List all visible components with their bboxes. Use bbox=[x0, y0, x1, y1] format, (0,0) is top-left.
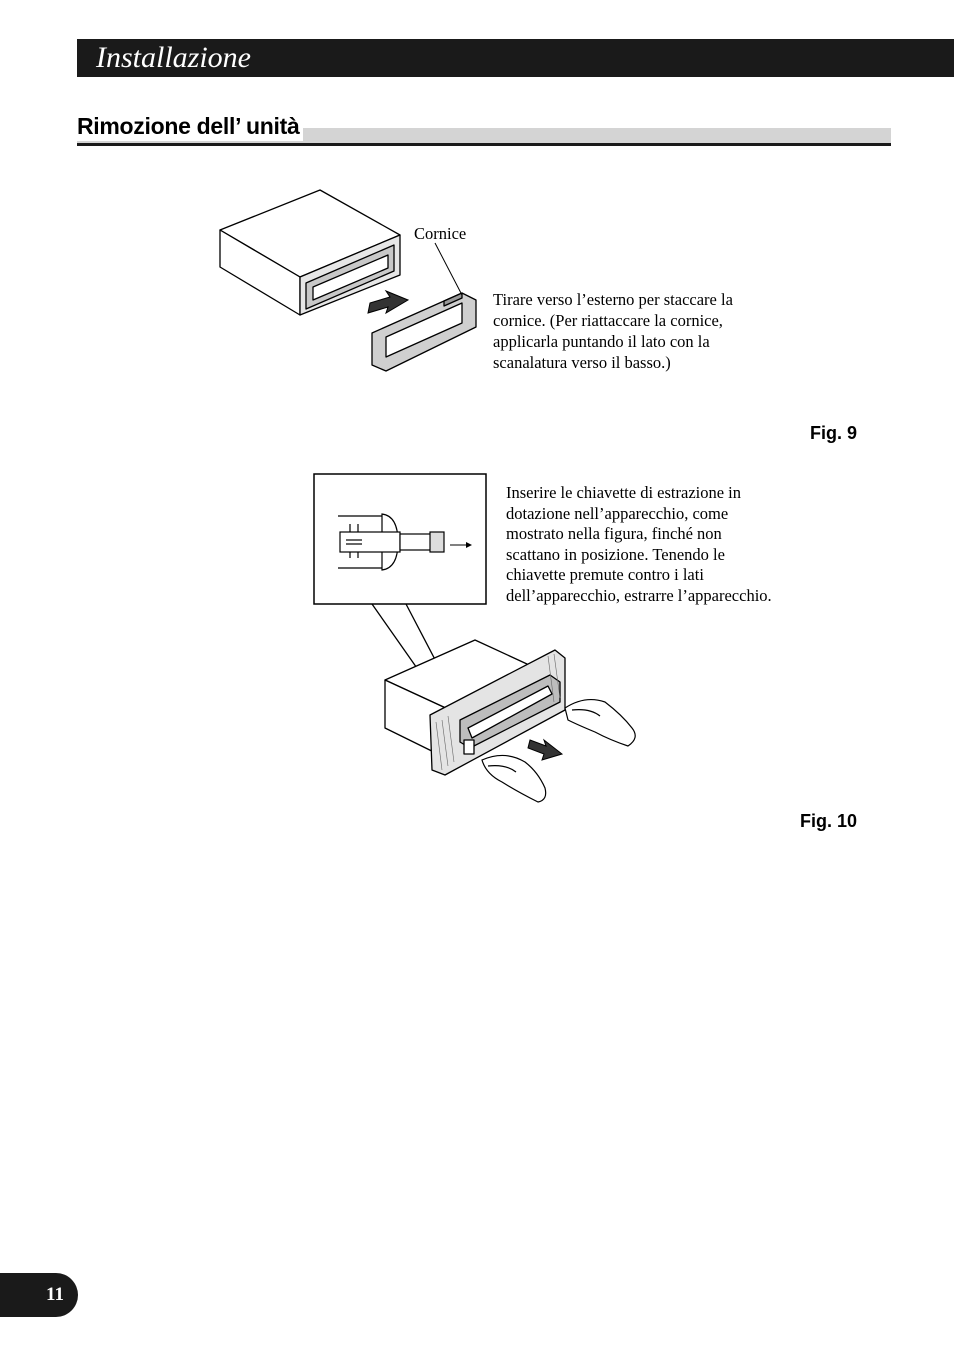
fig9-caption-line: applicarla puntando il lato con la bbox=[493, 332, 710, 351]
fig9-label: Fig. 9 bbox=[810, 423, 858, 443]
hand-left-icon bbox=[482, 755, 546, 802]
fig10-caption-line: dell’apparecchio, estrarre l’apparecchio. bbox=[506, 585, 772, 605]
extract-arrow-icon bbox=[528, 740, 562, 760]
pull-arrow-icon bbox=[368, 291, 408, 313]
fig10-caption-line: scattano in posizione. Tenendo le bbox=[506, 544, 725, 564]
page-number-tab bbox=[0, 1273, 78, 1317]
fig9-caption-line: Tirare verso l’esterno per staccare la bbox=[493, 290, 733, 309]
fig10-caption-line: dotazione nell’apparecchio, come bbox=[506, 503, 729, 523]
fig10-caption-line: Inserire le chiavette di estrazione in bbox=[506, 483, 742, 502]
fig10-label: Fig. 10 bbox=[800, 811, 858, 831]
section-rule bbox=[77, 143, 891, 146]
fig10-caption-line: chiavette premute contro i lati bbox=[506, 565, 704, 585]
fig10-caption-line: mostrato nella figura, finché non bbox=[506, 524, 722, 544]
fig9-illustration bbox=[210, 185, 480, 380]
fig9-caption-line: cornice. (Per riattaccare la cornice, bbox=[493, 311, 723, 330]
fig9-caption bbox=[493, 289, 733, 373]
header-bar bbox=[77, 39, 954, 77]
fig10-caption bbox=[506, 483, 772, 607]
section-title: Rimozione dell’ unità bbox=[77, 111, 303, 141]
page-number: 11 bbox=[46, 1284, 64, 1305]
page-title: Installazione bbox=[96, 41, 251, 74]
cornice-callout: Cornice bbox=[414, 224, 467, 243]
fig9-caption-line: scanalatura verso il basso.) bbox=[493, 353, 671, 372]
hand-right-icon bbox=[565, 700, 635, 746]
